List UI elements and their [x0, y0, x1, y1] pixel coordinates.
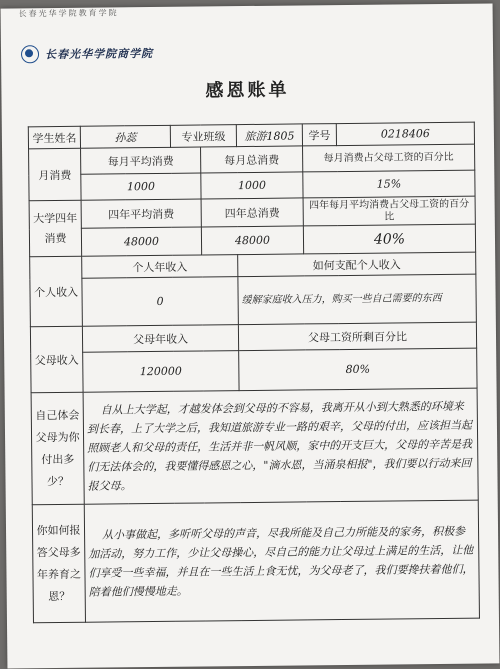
- value-major: 旅游1805: [236, 124, 302, 147]
- value-repay: 从小事做起，多听听父母的声音，尽我所能及自己力所能及的家务，积极参加活动，努力工作，少让父母操心，尽自己的能力让父母过上满足的生活，让他们享受一些幸福，并且在一些生活上食无忧，为父母老了，我们要搀扶着他们，陪着他们慢慢地走。: [84, 500, 479, 622]
- label-monthly: 月消费: [29, 148, 82, 201]
- label-how-pay: 如何支配个人收入: [238, 252, 476, 276]
- value-monthly-total: 1000: [201, 172, 303, 199]
- value-student-id: 0218406: [336, 122, 474, 145]
- value-four-year-total: 48000: [201, 226, 303, 255]
- value-parent-annual: 120000: [83, 351, 239, 393]
- label-student-id: 学号: [302, 124, 336, 146]
- label-four-year-avg: 四年平均消费: [81, 199, 201, 228]
- label-four-year-total: 四年总消费: [201, 198, 303, 227]
- value-parent-remain: 80%: [239, 348, 477, 390]
- label-major: 专业班级: [170, 125, 236, 148]
- label-repay: 你如何报答父母多年养育之恩？: [32, 504, 85, 623]
- page-title: 感恩账单: [205, 79, 290, 102]
- gratitude-bill-table: [28, 122, 480, 624]
- value-how-pay: 缓解家庭收入压力，购买一些自己需要的东西: [238, 274, 476, 324]
- value-four-year-avg: 48000: [81, 227, 201, 256]
- value-monthly-avg: 1000: [81, 173, 201, 200]
- label-monthly-pct: 每月消费占父母工资的百分比: [303, 144, 475, 172]
- value-monthly-pct: 15%: [303, 170, 475, 198]
- value-experience: 自从上大学起，才越发体会到父母的不容易，我离开从小到大熟悉的环境来到长春，上了大学之后，我知道旅游专业一路的艰辛，父母的付出，应该担当起照顾老人和父母的责任，生活并非一帆风顺，家中的开支巨大，父母的辛苦是我们无法体会的，我要懂得感恩之心，"滴水恩，当涌泉相报"，我们要以行动来回报父母。: [83, 388, 478, 504]
- value-name: 孙蕊: [80, 125, 170, 148]
- label-parent-remain: 父母工资所剩百分比: [238, 322, 476, 350]
- label-monthly-avg: 每月平均消费: [81, 147, 201, 174]
- value-four-year-pct: 40%: [303, 224, 475, 254]
- top-strip-text: 长春光华学院教育学院: [18, 8, 119, 19]
- school-header: [21, 43, 153, 64]
- label-name: 学生姓名: [28, 126, 80, 149]
- value-annual-income: 0: [82, 277, 238, 327]
- label-four-year-pct: 四年每月平均消费占父母工资的百分比: [303, 196, 475, 226]
- label-parent-income: 父母收入: [30, 326, 83, 393]
- label-experience: 自己体会父母为你付出多少？: [31, 392, 84, 505]
- label-annual-income: 个人年收入: [82, 255, 238, 279]
- label-monthly-total: 每月总消费: [201, 146, 303, 173]
- label-personal-income: 个人收入: [30, 256, 83, 327]
- paper-sheet: [1, 3, 500, 668]
- school-logo-icon: [21, 45, 39, 63]
- label-four-year: 大学四年消费: [29, 200, 82, 257]
- school-name: 长春光华学院商学院: [44, 47, 154, 62]
- label-parent-annual: 父母年收入: [82, 325, 238, 353]
